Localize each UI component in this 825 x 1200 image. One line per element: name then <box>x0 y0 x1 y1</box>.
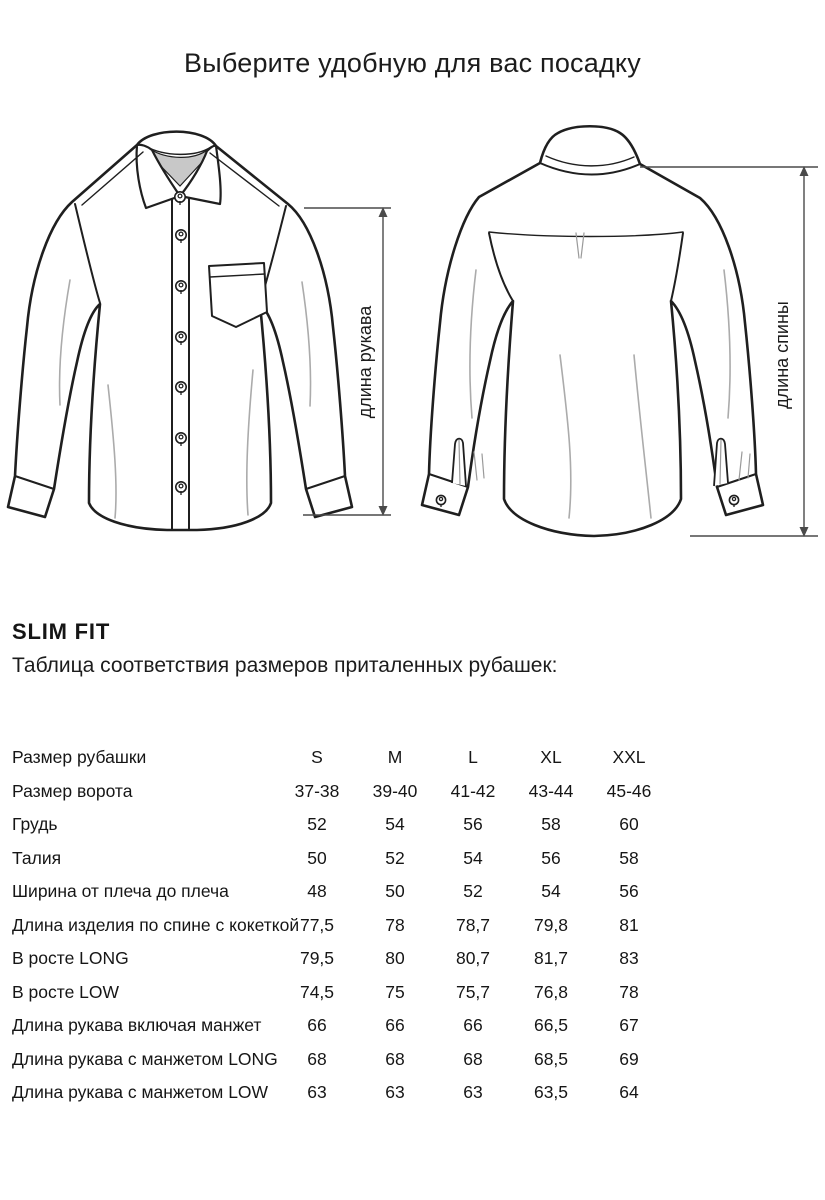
size-table-row-3-value: 56 <box>619 881 639 901</box>
size-table-row-8-value: 68 <box>385 1048 405 1069</box>
size-table-row-9-label: Длина рукава с манжетом LOW <box>12 1082 269 1102</box>
size-table-header-value: XXL <box>612 747 646 767</box>
size-table-header-label: Размер рубашки <box>12 747 147 767</box>
size-table-row-5-value: 80 <box>385 948 405 968</box>
size-table-row-6-value: 76,8 <box>533 981 569 1002</box>
size-table-row-3-value: 54 <box>541 881 561 901</box>
size-table-row-6-label: В росте LOW <box>12 981 120 1002</box>
size-table-header-value: L <box>468 747 478 767</box>
size-table-row-5-value: 83 <box>619 948 639 968</box>
size-table-row-5-value: 80,7 <box>455 948 491 968</box>
size-table-row-6-value: 78 <box>619 981 639 1002</box>
fit-heading: SLIM FIT <box>12 619 111 644</box>
size-table-row-8-label: Длина рукава с манжетом LONG <box>12 1048 278 1069</box>
size-table-row-5-value: 79,5 <box>299 948 335 968</box>
shirt-front-drawing <box>0 120 412 600</box>
size-table-row-4-value: 78,7 <box>455 914 491 935</box>
size-table-row-0-value: 37-38 <box>294 780 340 801</box>
size-table <box>12 741 668 1110</box>
fit-subtitle: Таблица соответствия размеров приталенных рубашек: <box>12 654 558 677</box>
size-table-row-3-value: 48 <box>307 881 327 901</box>
size-table-row-4-value: 81 <box>619 914 639 935</box>
size-table-header-value: S <box>311 747 323 767</box>
shirt-back-body <box>422 126 763 536</box>
size-table-row-2-value: 56 <box>541 847 561 868</box>
size-table-row-2-value: 52 <box>385 847 405 868</box>
size-table-row-8-value: 69 <box>619 1048 639 1069</box>
size-table-row-7-label: Длина рукава включая манжет <box>12 1015 262 1035</box>
size-table-row-8-value: 68,5 <box>533 1048 569 1069</box>
size-table-row-5-label: В росте LONG <box>12 948 129 968</box>
size-table-row-1-value: 58 <box>541 814 561 834</box>
size-table-row-3-value: 50 <box>385 881 405 901</box>
back-length-label: длина спины <box>771 301 792 409</box>
size-table-row-9-value: 64 <box>619 1082 639 1102</box>
size-table-row-7-value: 66,5 <box>533 1015 569 1035</box>
size-table-row-1-value: 52 <box>307 814 327 834</box>
size-table-row-9-value: 63,5 <box>533 1082 569 1102</box>
size-table-row-3-value: 52 <box>463 881 483 901</box>
size-table-row-2-value: 50 <box>307 847 327 868</box>
size-table-header-value: XL <box>540 747 562 767</box>
sleeve-length-label: длина рукава <box>354 305 375 419</box>
size-table-row-9-value: 63 <box>385 1082 405 1102</box>
size-table-row-7-value: 66 <box>307 1015 327 1035</box>
size-table-row-0-value: 45-46 <box>606 780 652 801</box>
size-table-header-value: M <box>387 747 403 767</box>
shirt-front-body <box>8 132 352 530</box>
size-table-row-6-value: 75,7 <box>455 981 491 1002</box>
size-table-row-7-value: 67 <box>619 1015 639 1035</box>
size-table-row-7-value: 66 <box>385 1015 405 1035</box>
size-table-row-1-value: 56 <box>463 814 483 834</box>
shirt-back-drawing <box>412 120 825 600</box>
size-table-row-2-value: 58 <box>619 847 639 868</box>
size-table-row-0-value: 43-44 <box>528 780 574 801</box>
page-title: Выберите удобную для вас посадку <box>184 48 641 78</box>
size-table-row-0-label: Размер ворота <box>12 780 133 801</box>
size-table-row-8-value: 68 <box>463 1048 483 1069</box>
size-table-row-7-value: 66 <box>463 1015 483 1035</box>
size-table-row-8-value: 68 <box>307 1048 327 1069</box>
size-table-row-1-value: 60 <box>619 814 639 834</box>
size-table-row-6-value: 74,5 <box>299 981 335 1002</box>
size-table-row-4-label: Длина изделия по спине с кокеткой <box>12 914 300 935</box>
size-table-row-0-value: 39-40 <box>372 780 418 801</box>
size-table-row-4-value: 79,8 <box>533 914 569 935</box>
size-table-row-5-value: 81,7 <box>533 948 569 968</box>
size-table-row-2-label: Талия <box>12 847 62 868</box>
size-table-row-2-value: 54 <box>463 847 483 868</box>
size-table-row-9-value: 63 <box>463 1082 483 1102</box>
size-table-row-4-value: 77,5 <box>299 914 335 935</box>
size-table-row-0-value: 41-42 <box>450 780 496 801</box>
size-table-row-6-value: 75 <box>385 981 405 1002</box>
size-table-row-1-label: Грудь <box>12 814 58 834</box>
size-table-row-4-value: 78 <box>385 914 405 935</box>
size-table-row-9-value: 63 <box>307 1082 327 1102</box>
size-table-row-1-value: 54 <box>385 814 405 834</box>
size-table-row-3-label: Ширина от плеча до плеча <box>12 881 229 901</box>
